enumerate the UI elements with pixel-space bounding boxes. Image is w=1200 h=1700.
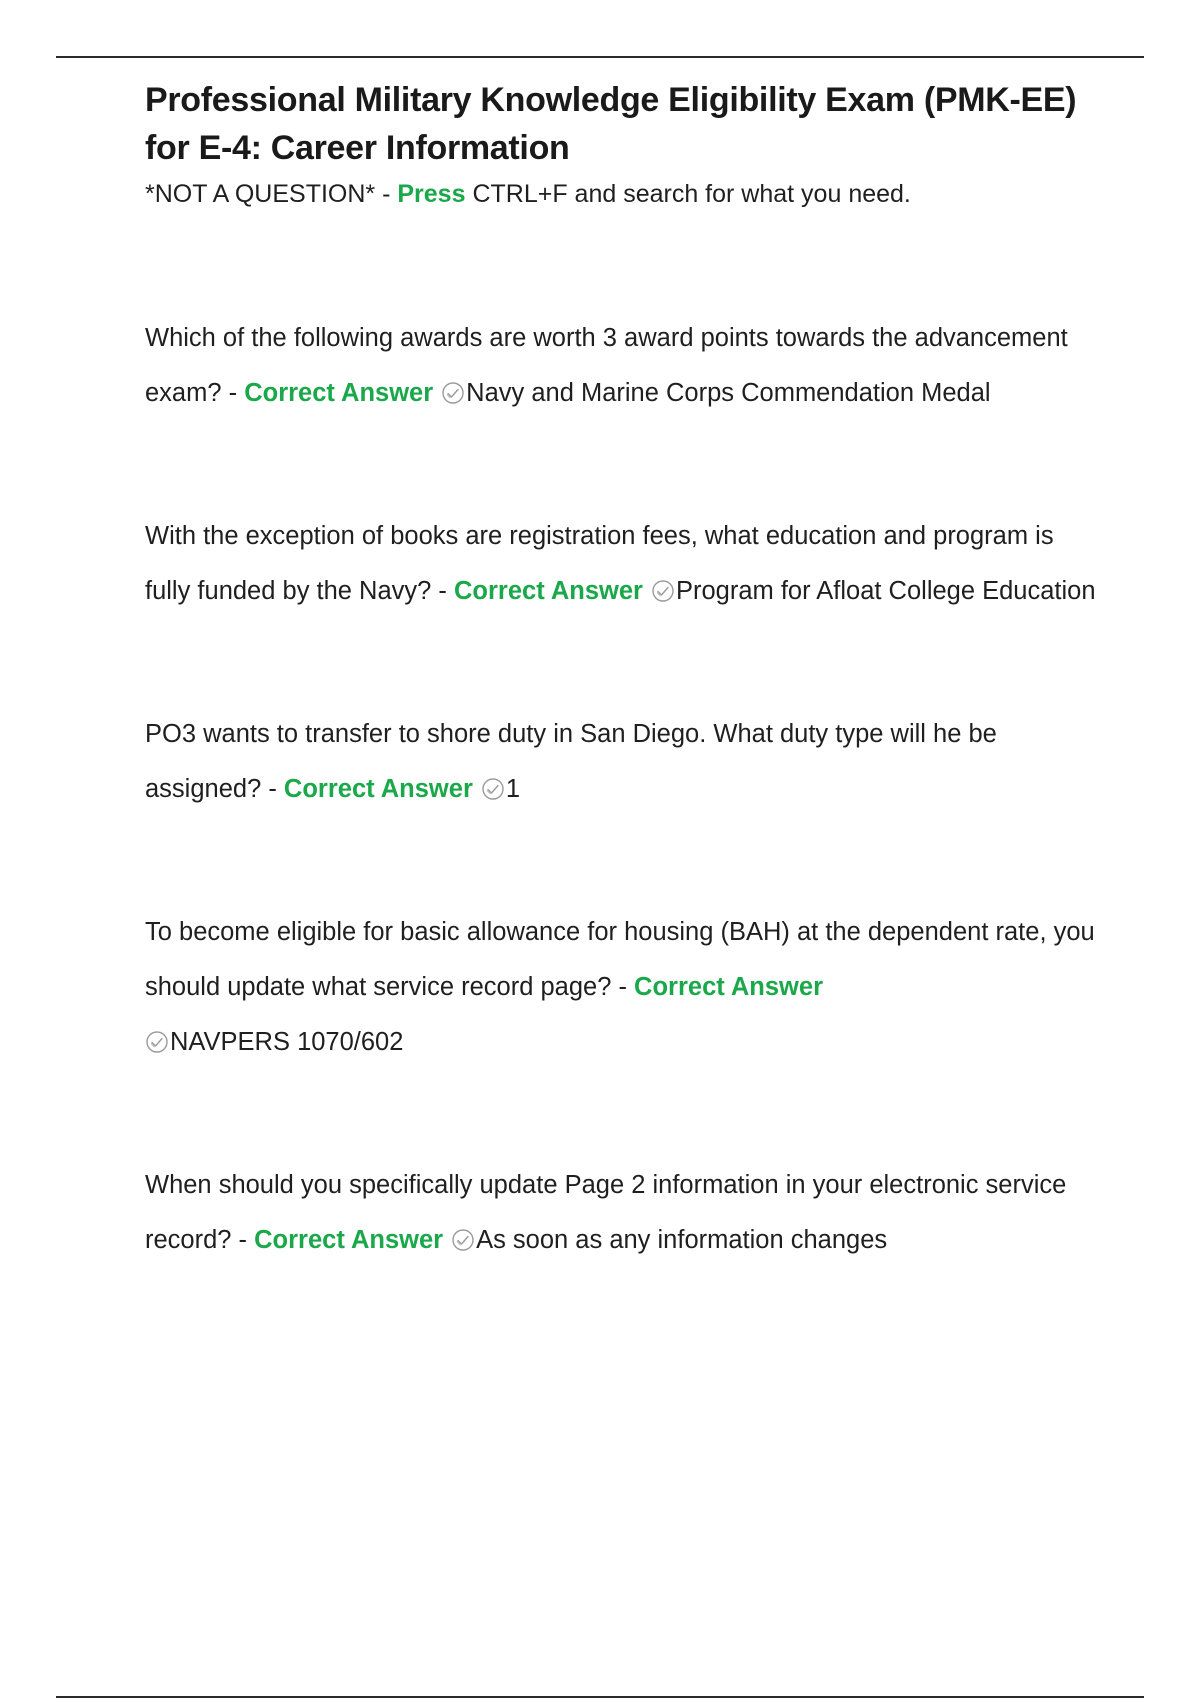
check-circle-icon xyxy=(651,579,675,603)
top-divider xyxy=(56,56,1144,58)
check-circle-icon xyxy=(441,381,465,405)
question-text: PO3 wants to transfer to shore duty in San Diego. What duty type will he be assigned? - xyxy=(145,720,997,803)
intro-note xyxy=(145,172,1105,216)
correct-answer-label: Correct Answer xyxy=(454,577,643,605)
qa-item xyxy=(145,1158,1105,1268)
document-title: Professional Military Knowledge Eligibility Exam (PMK-EE) for E-4: Career Information xyxy=(145,81,1077,167)
question-text: With the exception of books are registration fees, what education and program is fully funded by the Navy? - xyxy=(145,522,1054,605)
check-circle-icon xyxy=(481,777,505,801)
qa-item xyxy=(145,311,1105,421)
qa-item xyxy=(145,509,1105,619)
intro-highlight: Press xyxy=(397,180,466,208)
answer-text: NAVPERS 1070/602 xyxy=(170,1028,404,1056)
qa-item xyxy=(145,905,1105,1070)
check-circle-icon xyxy=(451,1228,475,1252)
answer-text: Program for Afloat College Education xyxy=(675,577,1096,605)
correct-answer-label: Correct Answer xyxy=(634,973,823,1001)
answer-text: Navy and Marine Corps Commendation Medal xyxy=(466,379,991,407)
correct-answer-label: Correct Answer xyxy=(254,1226,444,1254)
correct-answer-label: Correct Answer xyxy=(283,775,473,803)
answer-text: 1 xyxy=(505,775,521,803)
intro-prefix: *NOT A QUESTION* - xyxy=(145,180,398,208)
question-text: To become eligible for basic allowance for housing (BAH) at the dependent rate, you should update what service record page? - xyxy=(145,918,1095,1001)
answer-text: As soon as any information changes xyxy=(476,1226,888,1254)
document-content xyxy=(145,76,1105,1268)
question-text: When should you specifically update Page 2 information in your electronic service record? - xyxy=(145,1171,1067,1254)
bottom-divider xyxy=(56,1696,1144,1698)
intro-suffix: CTRL+F and search for what you need. xyxy=(465,180,911,208)
correct-answer-label: Correct Answer xyxy=(244,379,434,407)
qa-item xyxy=(145,707,1105,817)
question-text: Which of the following awards are worth 3 award points towards the advancement exam? - xyxy=(145,324,1068,407)
check-circle-icon xyxy=(145,1030,169,1054)
